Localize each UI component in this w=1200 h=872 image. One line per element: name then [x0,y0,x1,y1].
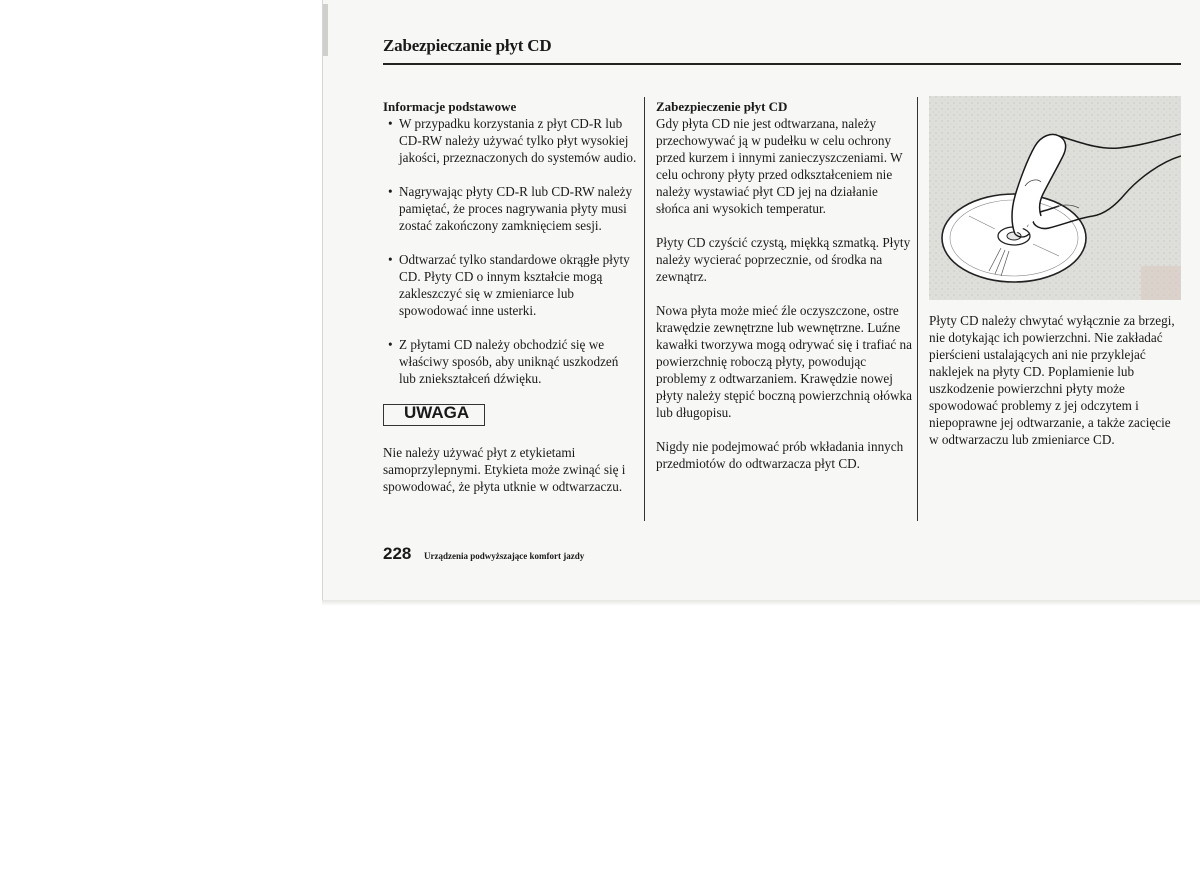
bullet-icon: • [388,337,393,352]
warning-label-box [383,404,485,426]
paragraph: Nigdy nie podejmować prób wkładania innych przedmiotów do odtwarzacza płyt CD. [656,439,904,471]
middle-column [656,98,912,489]
right-column [929,312,1181,465]
section-heading-basic-info: Informacje podstawowe [383,99,517,114]
paragraph: Gdy płyta CD nie jest odtwarzana, należy przechowywać ją w pudełku w celu ochrony przed kurzem i innymi zanieczyszczeniami. W celu ochrony płyty przed odkształceniem nie należy wystawiać płyt CD jej na działanie słońca ani wysokich temperatur. [656,116,903,216]
left-column [383,98,638,512]
page-bottom-shadow [322,600,1200,606]
illustration-caption: Płyty CD należy chwytać wyłącznie za brzegi, nie dotykając ich powierzchni. Nie zakładać pierścieni ustalających ani nie przyklejać naklejek na płyty CD. Poplamienie lub uszkodzenie powierzchni płyty może spowodować problemy z jej odczytem i niepoprawne jej odtwarzanie, a także zacięcie w odtwarzaczu lub zmieniarce CD. [929,313,1175,447]
section-label: Urządzenia podwyższające komfort jazdy [424,551,585,561]
column-divider [644,97,645,521]
bullet-icon: • [388,184,393,199]
title-rule [383,63,1181,65]
list-item [383,183,638,234]
paragraph: Nowa płyta może mieć źle oczyszczone, ostre krawędzie zewnętrzne lub wewnętrzne. Luźne kawałki tworzywa mogą odrywać się i trafiać na powierzchnię roboczą płyty, powodując problemy z odtwarzaniem. Krawędzie nowej płyty należy stępić boczną powierzchnią ołówka lub długopisu. [656,303,912,420]
page-number: 228 [383,544,412,563]
hand-holding-cd-icon [929,96,1181,300]
paragraph: Płyty CD czyścić czystą, miękką szmatką. Płyty należy wycierać poprzecznie, od środka na zewnątrz. [656,235,911,284]
list-item [383,251,638,319]
bullet-icon: • [388,252,393,267]
page-binding-edge [323,4,328,56]
list-item-text: Z płytami CD należy obchodzić się we właściwy sposób, aby uniknąć uszkodzeń lub zniekształceń dźwięku. [399,337,619,386]
list-item-text: Nagrywając płyty CD-R lub CD-RW należy pamiętać, że proces nagrywania płyty musi zostać zakończony zamknięciem sesji. [399,184,633,233]
page-title: Zabezpieczanie płyt CD [383,36,552,55]
basic-info-list [383,115,638,387]
list-item-text: W przypadku korzystania z płyt CD-R lub CD-RW należy używać tylko płyt wysokiej jakości, przeznaczonych do systemów audio. [399,116,637,165]
list-item [383,336,638,387]
list-item-text: Odtwarzać tylko standardowe okrągłe płyty CD. Płyty CD o innym kształcie mogą zakleszczyć się w zmieniarce lub spowodować inne usterki. [399,252,630,318]
warning-label: UWAGA [404,403,470,422]
warning-text: Nie należy używać płyt z etykietami samoprzylepnymi. Etykieta może zwinąć się i spowodować, że płyta utknie w odtwarzaczu. [383,445,626,494]
bullet-icon: • [388,116,393,131]
list-item [383,115,638,166]
column-divider [917,97,918,521]
section-heading-cd-protection: Zabezpieczenie płyt CD [656,99,788,114]
